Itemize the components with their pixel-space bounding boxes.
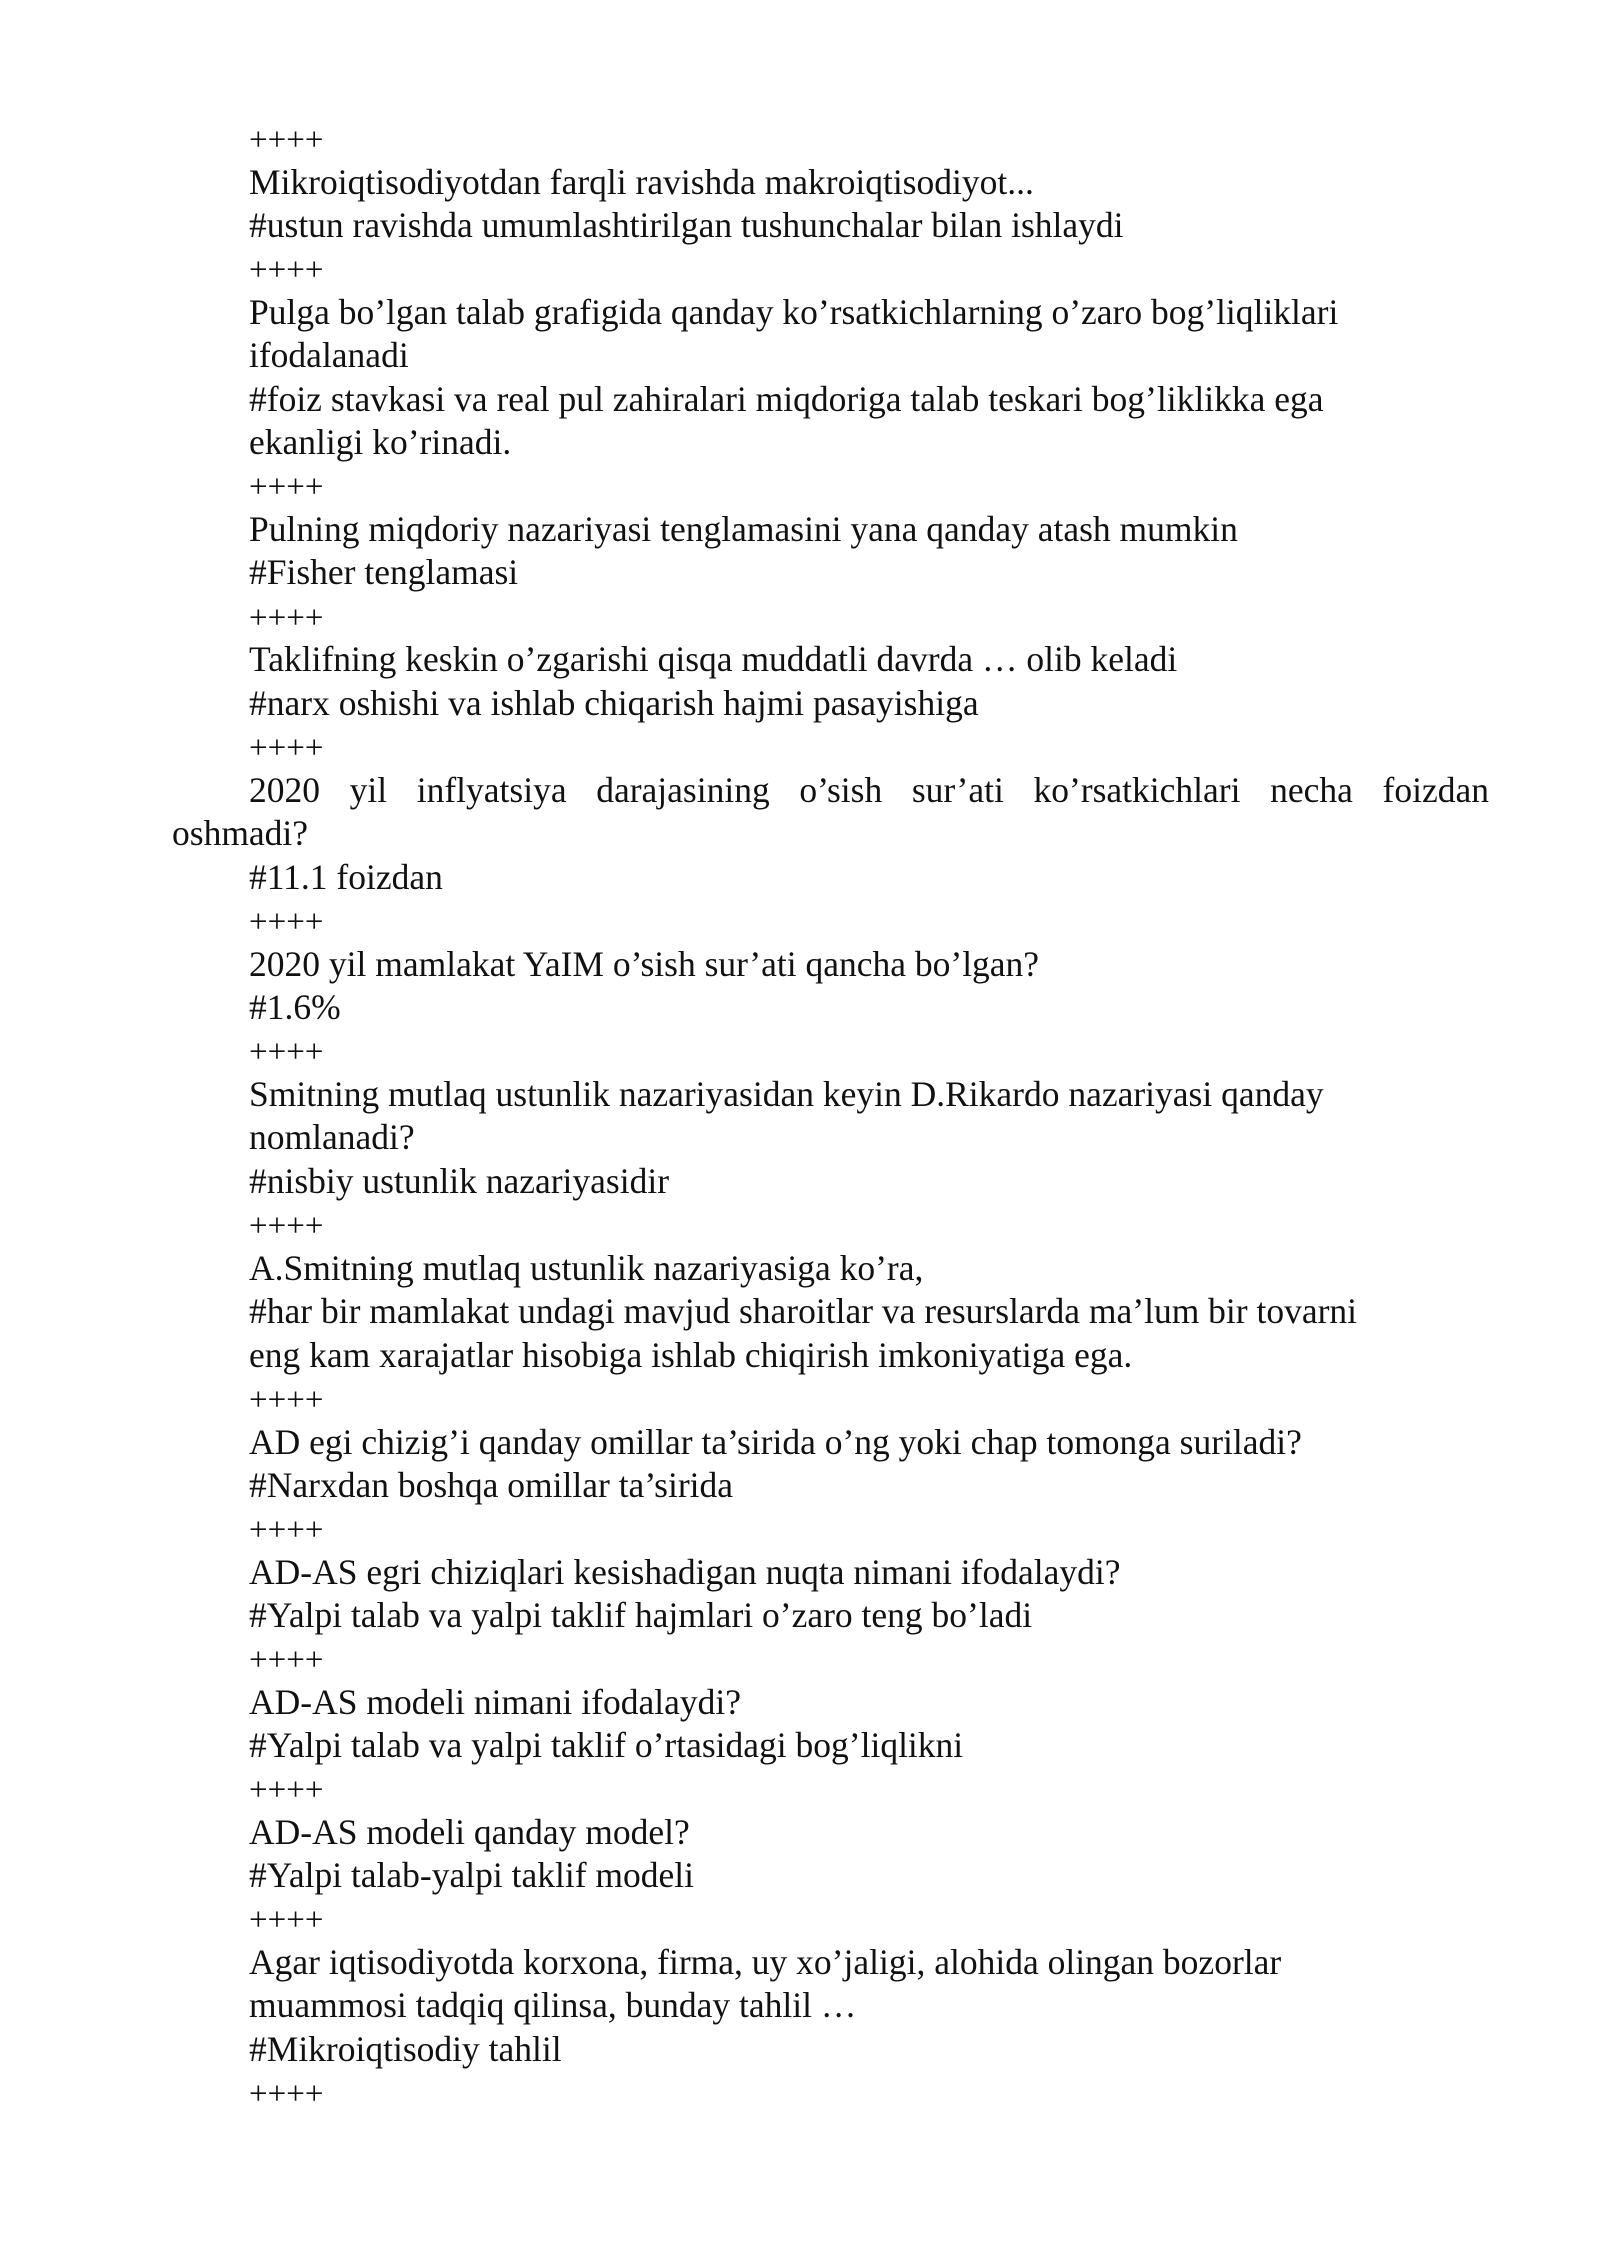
answer-text: #narx oshishi va ishlab chiqarish hajmi pasayishiga (249, 683, 979, 723)
answer-text: #Fisher tenglamasi (249, 552, 519, 592)
question-text: AD-AS modeli nimani ifodalaydi? (249, 1682, 741, 1722)
answer-text: eng kam xarajatlar hisobiga ishlab chiqirish imkoniyatiga ega. (249, 1335, 1133, 1375)
answer-text: #Yalpi talab va yalpi taklif o’rtasidagi bog’liqlikni (249, 1725, 964, 1765)
question-text: AD-AS modeli qanday model? (249, 1812, 690, 1852)
separator: ++++ (249, 730, 324, 766)
separator: ++++ (249, 1772, 324, 1808)
answer-text: #11.1 foizdan (249, 857, 443, 897)
separator: ++++ (249, 1208, 324, 1244)
separator: ++++ (249, 904, 324, 940)
question-text: Taklifning keskin o’zgarishi qisqa muddatli davrda … olib keladi (249, 639, 1178, 679)
question-text: Agar iqtisodiyotda korxona, firma, uy xo’jaligi, alohida olingan bozorlar (249, 1942, 1282, 1982)
question-text: ifodalanadi (249, 335, 409, 375)
answer-text: #Mikroiqtisodiy tahlil (249, 2029, 562, 2069)
word: ko’rsatkichlari (1033, 770, 1241, 810)
answer-text: #1.6% (249, 987, 341, 1027)
word: 2020 (249, 770, 320, 810)
question-text: Smitning mutlaq ustunlik nazariyasidan keyin D.Rikardo nazariyasi qanday (249, 1074, 1324, 1114)
separator: ++++ (249, 1902, 324, 1938)
word: foizdan (1382, 770, 1489, 810)
question-text: Mikroiqtisodiyotdan farqli ravishda makroiqtisodiyot... (249, 162, 1034, 202)
answer-text: #har bir mamlakat undagi mavjud sharoitlar va resurslarda ma’lum bir tovarni (249, 1291, 1358, 1331)
separator: ++++ (249, 1642, 324, 1678)
word: yil (349, 770, 388, 810)
separator: ++++ (249, 600, 324, 636)
separator: ++++ (249, 2076, 324, 2112)
separator: ++++ (249, 1382, 324, 1418)
separator: ++++ (249, 1512, 324, 1548)
answer-text: #nisbiy ustunlik nazariyasidir (249, 1161, 670, 1201)
word: o’sish (799, 770, 883, 810)
word: sur’ati (911, 770, 1004, 810)
answer-text: #Yalpi talab va yalpi taklif hajmlari o’zaro teng bo’ladi (249, 1595, 1033, 1635)
question-text: 2020 yil mamlakat YaIM o’sish sur’ati qancha bo’lgan? (249, 944, 1040, 984)
question-text (249, 768, 1489, 812)
answer-text: #Narxdan boshqa omillar ta’sirida (249, 1465, 734, 1505)
question-text: muammosi tadqiq qilinsa, bunday tahlil … (249, 1985, 857, 2025)
separator: ++++ (249, 122, 324, 158)
separator: ++++ (249, 1034, 324, 1070)
answer-text: #Yalpi talab-yalpi taklif modeli (249, 1855, 694, 1895)
answer-text: #foiz stavkasi va real pul zahiralari miqdoriga talab teskari bog’liklikka ega (249, 379, 1324, 419)
word: darajasining (596, 770, 770, 810)
question-text: A.Smitning mutlaq ustunlik nazariyasiga ko’ra, (249, 1248, 924, 1288)
word: necha (1270, 770, 1353, 810)
question-text: Pulning miqdoriy nazariyasi tenglamasini yana qanday atash mumkin (249, 509, 1238, 549)
word: inflyatsiya (416, 770, 567, 810)
separator: ++++ (249, 252, 324, 288)
question-text: nomlanadi? (249, 1117, 415, 1157)
question-text: oshmadi? (172, 813, 309, 853)
question-text: AD-AS egri chiziqlari kesishadigan nuqta nimani ifodalaydi? (249, 1552, 1121, 1592)
answer-text: #ustun ravishda umumlashtirilgan tushunchalar bilan ishlaydi (249, 205, 1124, 245)
question-text: AD egi chizig’i qanday omillar ta’sirida o’ng yoki chap tomonga suriladi? (249, 1422, 1302, 1462)
question-text: Pulga bo’lgan talab grafigida qanday ko’rsatkichlarning o’zaro bog’liqliklari (249, 292, 1339, 332)
separator: ++++ (249, 469, 324, 505)
answer-text: ekanligi ko’rinadi. (249, 422, 512, 462)
